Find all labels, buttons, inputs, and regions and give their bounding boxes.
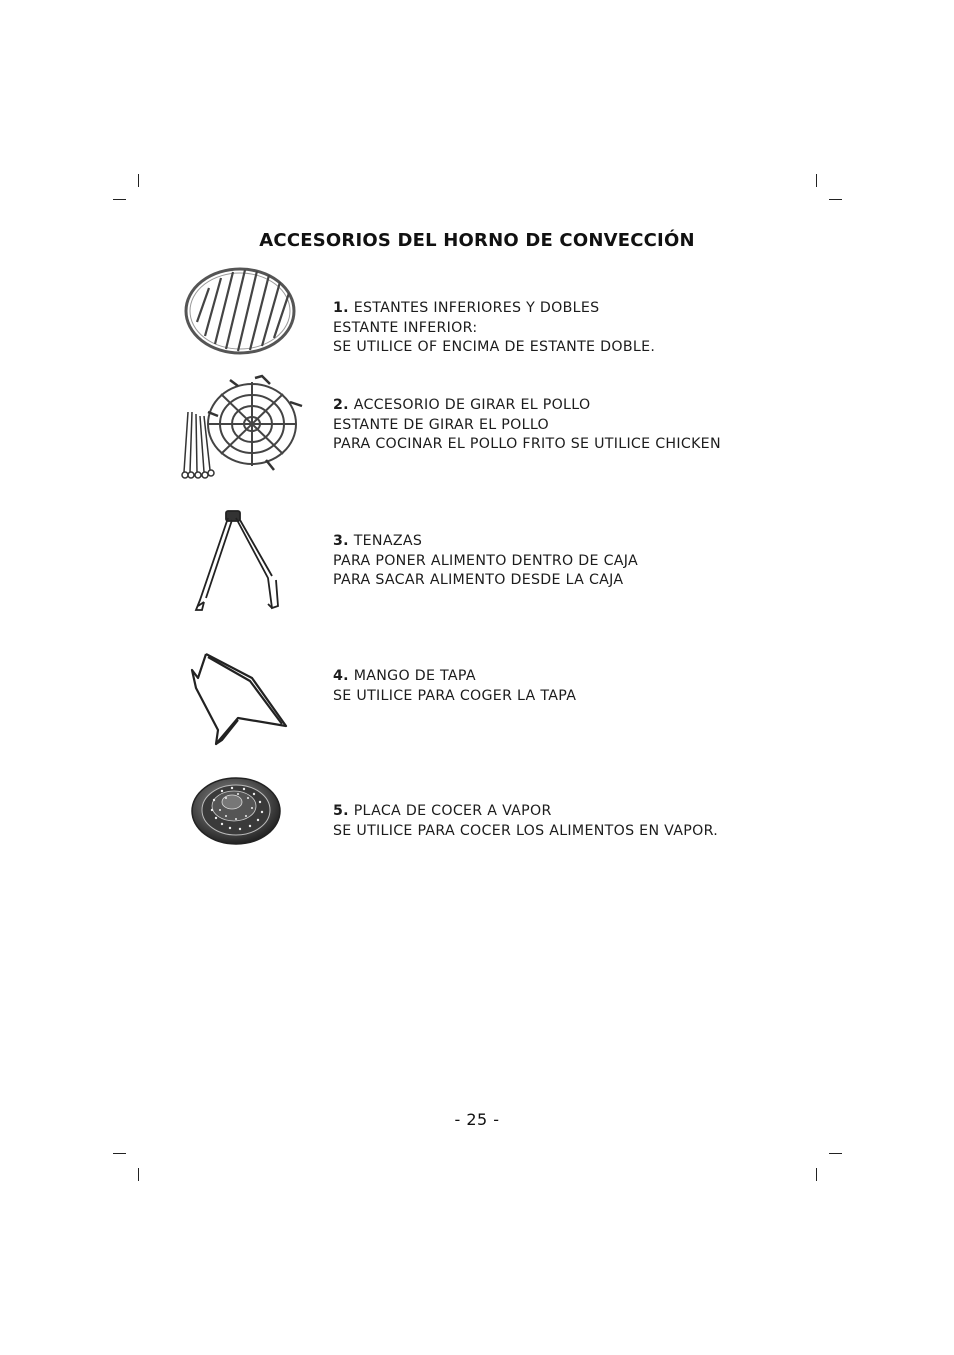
item-heading: ESTANTES INFERIORES Y DOBLES [353,300,600,316]
crop-mark [816,174,817,187]
item-number: 3. [333,533,349,549]
item-line: PARA PONER ALIMENTO DENTRO DE CAJA [333,552,639,569]
item-line: PARA COCINAR EL POLLO FRITO SE UTILICE CHICKEN [333,436,721,453]
crop-mark [829,1153,842,1154]
item-heading: TENAZAS [353,533,423,549]
item-line: ESTANTE INFERIOR: [333,319,478,336]
page-title: ACCESORIOS DEL HORNO DE CONVECCIÓN [259,230,695,251]
tongs-icon [190,508,282,616]
item-heading: MANGO DE TAPA [353,668,476,684]
lid-handle-icon [186,648,290,752]
item-number: 4. [333,668,349,684]
item-heading: PLACA DE COCER A VAPOR [353,803,552,819]
steam-plate-icon [190,774,284,848]
item-line: SE UTILICE PARA COCER LOS ALIMENTOS EN VAPOR. [333,822,719,839]
crop-mark [138,174,139,187]
chicken-rotisserie-icon [170,372,305,485]
item-number: 1. [333,300,349,316]
item-heading: ACCESORIO DE GIRAR EL POLLO [353,397,591,413]
item-line: PARA SACAR ALIMENTO DESDE LA CAJA [333,572,624,589]
crop-mark [113,199,126,200]
list-item [333,299,655,358]
page-number: - 25 - [454,1110,500,1129]
item-number: 2. [333,397,349,413]
list-item [333,802,718,841]
crop-mark [138,1168,139,1181]
crop-mark [829,199,842,200]
item-line: ESTANTE DE GIRAR EL POLLO [333,416,549,433]
list-item [333,396,721,455]
item-line: SE UTILICE PARA COGER LA TAPA [333,687,577,704]
list-item [333,667,576,706]
item-number: 5. [333,803,349,819]
item-line: SE UTILICE OF ENCIMA DE ESTANTE DOBLE. [333,339,656,356]
list-item [333,532,638,591]
crop-mark [113,1153,126,1154]
crop-mark [816,1168,817,1181]
wire-rack-icon [183,262,299,358]
